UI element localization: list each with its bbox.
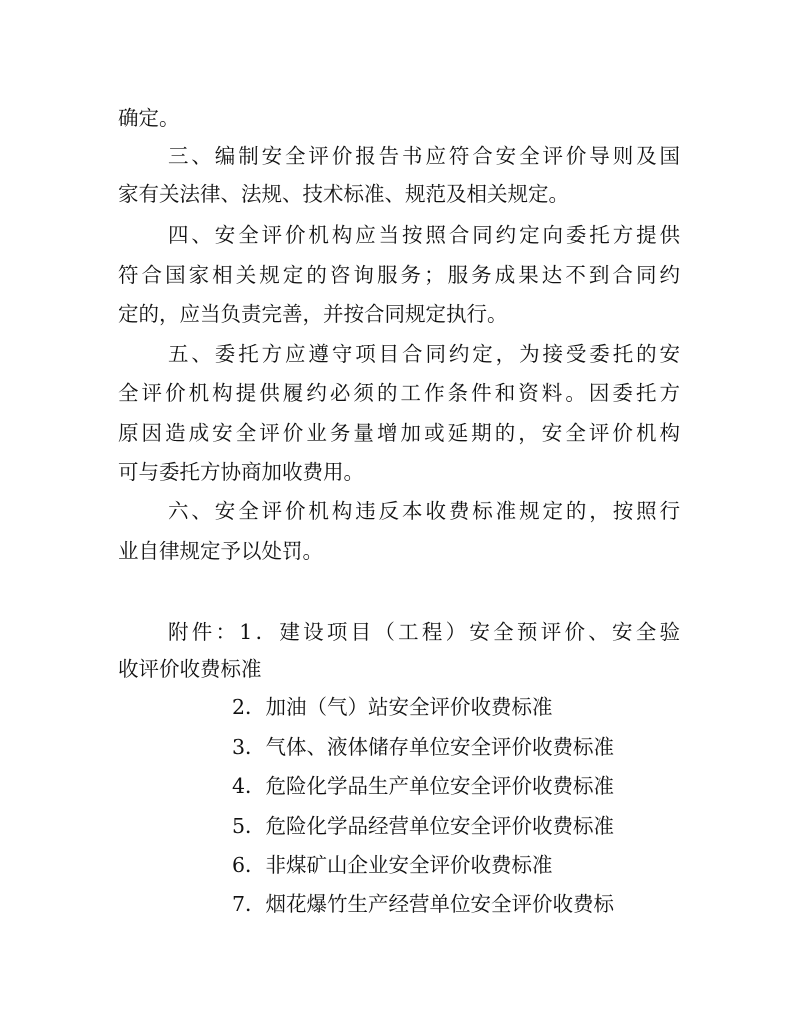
paragraph-line: 六、安全评价机构违反本收费标准规定的，按照行 — [168, 499, 680, 523]
paragraph-line: 家有关法律、法规、技术标准、规范及相关规定。 — [118, 182, 569, 206]
paragraph-line: 符合国家相关规定的咨询服务；服务成果达不到合同约 — [118, 263, 680, 287]
paragraph-line: 五、委托方应遵守项目合同约定，为接受委托的安 — [168, 342, 680, 366]
attachment-item: 4．危险化学品生产单位安全评价收费标准 — [232, 774, 615, 798]
attachment-item: 7．烟花爆竹生产经营单位安全评价收费标 — [232, 892, 615, 916]
attachment-item: 3．气体、液体储存单位安全评价收费标准 — [232, 735, 615, 759]
paragraph-line: 四、安全评价机构应当按照合同约定向委托方提供 — [168, 223, 680, 247]
attachment-item-continuation: 收评价收费标准 — [118, 657, 262, 681]
attachment-item: 6．非煤矿山企业安全评价收费标准 — [232, 853, 553, 877]
paragraph-line: 原因造成安全评价业务量增加或延期的，安全评价机构 — [118, 421, 680, 445]
paragraph-line: 定的，应当负责完善，并按合同规定执行。 — [118, 302, 508, 326]
attachment-item: 2．加油（气）站安全评价收费标准 — [232, 695, 553, 719]
attachment-item: 5．危险化学品经营单位安全评价收费标准 — [232, 814, 615, 838]
paragraph-line: 全评价机构提供履约必须的工作条件和资料。因委托方 — [118, 381, 680, 405]
paragraph-line: 确定。 — [118, 106, 180, 130]
paragraph-line: 三、编制安全评价报告书应符合安全评价导则及国 — [168, 144, 680, 168]
paragraph-line: 业自律规定予以处罚。 — [118, 539, 323, 563]
paragraph-line: 可与委托方协商加收费用。 — [118, 460, 364, 484]
attachment-item: 附件：1．建设项目（工程）安全预评价、安全验 — [168, 620, 680, 644]
